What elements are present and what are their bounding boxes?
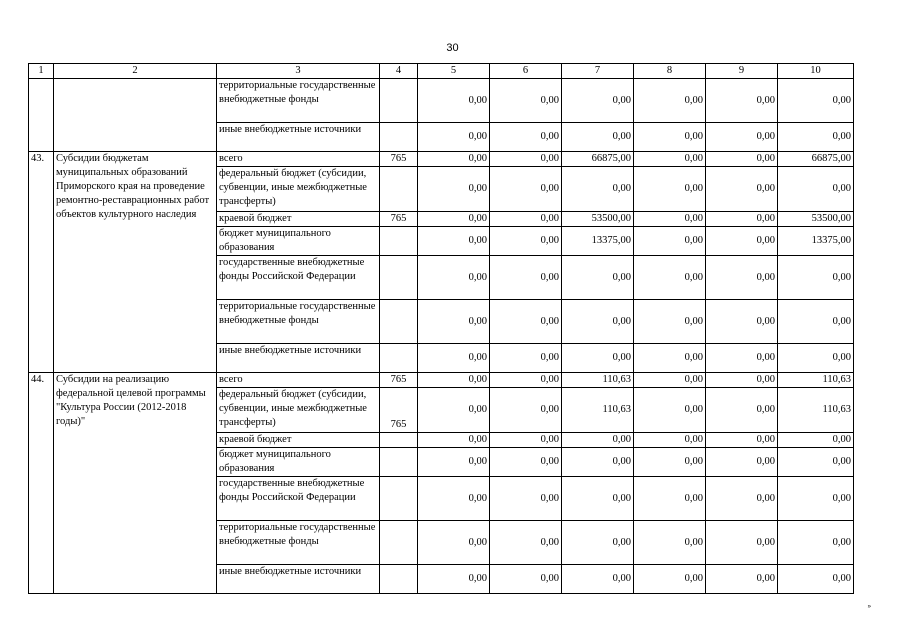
amount-cell: 66875,00	[778, 152, 854, 167]
amount-cell: 0,00	[778, 167, 854, 212]
amount-cell: 0,00	[490, 373, 562, 388]
amount-cell: 0,00	[418, 565, 490, 594]
item-number-cell: 43.	[29, 152, 54, 373]
amount-cell: 0,00	[634, 123, 706, 152]
amount-cell: 0,00	[706, 212, 778, 227]
amount-cell: 0,00	[634, 256, 706, 300]
amount-cell: 0,00	[418, 373, 490, 388]
budget-code-cell: 765	[380, 373, 418, 388]
column-number-header: 3	[217, 64, 380, 79]
funding-source-cell: государственные внебюджетные фонды Российской Федерации	[217, 477, 380, 521]
amount-cell: 0,00	[706, 256, 778, 300]
amount-cell: 0,00	[562, 344, 634, 373]
column-number-header: 9	[706, 64, 778, 79]
amount-cell: 0,00	[634, 373, 706, 388]
funding-source-cell: иные внебюджетные источники	[217, 123, 380, 152]
table-row	[29, 373, 854, 388]
amount-cell: 0,00	[778, 477, 854, 521]
amount-cell: 0,00	[490, 477, 562, 521]
amount-cell: 0,00	[706, 477, 778, 521]
amount-cell: 0,00	[490, 227, 562, 256]
funding-source-cell: бюджет муниципального образования	[217, 448, 380, 477]
amount-cell: 0,00	[778, 123, 854, 152]
amount-cell: 66875,00	[562, 152, 634, 167]
amount-cell: 0,00	[418, 212, 490, 227]
amount-cell: 0,00	[418, 167, 490, 212]
amount-cell: 0,00	[778, 79, 854, 123]
amount-cell: 0,00	[418, 227, 490, 256]
amount-cell: 0,00	[490, 79, 562, 123]
funding-source-cell: территориальные государственные внебюджетные фонды	[217, 300, 380, 344]
amount-cell: 0,00	[634, 565, 706, 594]
amount-cell: 0,00	[778, 433, 854, 448]
amount-cell: 0,00	[418, 256, 490, 300]
item-description-cell: Субсидии на реализацию федеральной целевой программы "Культура России (2012-2018 годы)"	[54, 373, 217, 594]
budget-code-cell	[380, 448, 418, 477]
amount-cell: 0,00	[418, 433, 490, 448]
funding-source-cell: территориальные государственные внебюджетные фонды	[217, 521, 380, 565]
column-number-header: 8	[634, 64, 706, 79]
funding-source-cell: бюджет муниципального образования	[217, 227, 380, 256]
amount-cell: 0,00	[706, 388, 778, 433]
funding-source-cell: всего	[217, 373, 380, 388]
amount-cell: 0,00	[706, 448, 778, 477]
amount-cell: 0,00	[490, 433, 562, 448]
item-number-cell: 44.	[29, 373, 54, 594]
amount-cell: 0,00	[706, 344, 778, 373]
amount-cell: 0,00	[562, 167, 634, 212]
funding-source-cell: федеральный бюджет (субсидии, субвенции, иные межбюджетные трансферты)	[217, 388, 380, 433]
amount-cell: 0,00	[634, 79, 706, 123]
amount-cell: 0,00	[778, 300, 854, 344]
column-number-header: 2	[54, 64, 217, 79]
amount-cell: 0,00	[706, 79, 778, 123]
amount-cell: 0,00	[562, 256, 634, 300]
item-description-cell	[54, 79, 217, 152]
table-row	[29, 79, 854, 123]
amount-cell: 0,00	[706, 167, 778, 212]
amount-cell: 53500,00	[778, 212, 854, 227]
funding-source-cell: иные внебюджетные источники	[217, 565, 380, 594]
amount-cell: 0,00	[634, 227, 706, 256]
budget-code-cell	[380, 433, 418, 448]
amount-cell: 0,00	[634, 433, 706, 448]
amount-cell: 13375,00	[562, 227, 634, 256]
budget-code-cell	[380, 565, 418, 594]
amount-cell: 0,00	[634, 448, 706, 477]
amount-cell: 0,00	[490, 448, 562, 477]
budget-code-cell: 765	[380, 152, 418, 167]
amount-cell: 110,63	[562, 388, 634, 433]
funding-source-cell: всего	[217, 152, 380, 167]
table-row	[29, 152, 854, 167]
amount-cell: 0,00	[706, 123, 778, 152]
amount-cell: 0,00	[706, 521, 778, 565]
amount-cell: 13375,00	[778, 227, 854, 256]
item-description-cell: Субсидии бюджетам муниципальных образований Приморского края на проведение ремонтно-реставрационных работ объектов культурного наследия	[54, 152, 217, 373]
budget-code-cell	[380, 79, 418, 123]
budget-code-cell: 765	[380, 212, 418, 227]
budget-code-cell	[380, 123, 418, 152]
amount-cell: 0,00	[418, 152, 490, 167]
amount-cell: 0,00	[490, 123, 562, 152]
amount-cell: 0,00	[778, 521, 854, 565]
funding-source-cell: краевой бюджет	[217, 212, 380, 227]
column-number-header: 4	[380, 64, 418, 79]
amount-cell: 0,00	[778, 448, 854, 477]
amount-cell: 0,00	[706, 300, 778, 344]
budget-code-cell	[380, 344, 418, 373]
budget-code-cell	[380, 227, 418, 256]
amount-cell: 0,00	[490, 300, 562, 344]
budget-code-cell: 765	[380, 388, 418, 433]
column-number-header: 1	[29, 64, 54, 79]
funding-source-cell: иные внебюджетные источники	[217, 344, 380, 373]
amount-cell: 0,00	[562, 300, 634, 344]
budget-code-cell	[380, 300, 418, 344]
amount-cell: 0,00	[418, 448, 490, 477]
amount-cell: 0,00	[562, 477, 634, 521]
budget-code-cell	[380, 256, 418, 300]
amount-cell: 0,00	[490, 388, 562, 433]
table-header-row	[29, 64, 854, 79]
amount-cell: 0,00	[706, 565, 778, 594]
amount-cell: 0,00	[562, 448, 634, 477]
amount-cell: 0,00	[634, 212, 706, 227]
amount-cell: 110,63	[562, 373, 634, 388]
amount-cell: 0,00	[490, 212, 562, 227]
amount-cell: 53500,00	[562, 212, 634, 227]
column-number-header: 7	[562, 64, 634, 79]
amount-cell: 0,00	[562, 123, 634, 152]
amount-cell: 0,00	[634, 344, 706, 373]
amount-cell: 0,00	[634, 521, 706, 565]
amount-cell: 0,00	[490, 167, 562, 212]
amount-cell: 0,00	[634, 152, 706, 167]
amount-cell: 110,63	[778, 373, 854, 388]
amount-cell: 0,00	[490, 344, 562, 373]
amount-cell: 0,00	[706, 152, 778, 167]
amount-cell: 0,00	[778, 565, 854, 594]
amount-cell: 0,00	[562, 521, 634, 565]
amount-cell: 0,00	[706, 433, 778, 448]
amount-cell: 0,00	[418, 344, 490, 373]
budget-code-cell	[380, 521, 418, 565]
budget-code-cell	[380, 477, 418, 521]
amount-cell: 0,00	[418, 388, 490, 433]
amount-cell: 0,00	[418, 300, 490, 344]
amount-cell: 0,00	[562, 565, 634, 594]
amount-cell: 0,00	[778, 256, 854, 300]
amount-cell: 0,00	[706, 373, 778, 388]
amount-cell: 0,00	[562, 433, 634, 448]
budget-code-cell	[380, 167, 418, 212]
corner-mark: »	[867, 604, 871, 610]
amount-cell: 0,00	[634, 300, 706, 344]
column-number-header: 10	[778, 64, 854, 79]
funding-source-cell: федеральный бюджет (субсидии, субвенции, иные межбюджетные трансферты)	[217, 167, 380, 212]
amount-cell: 0,00	[490, 565, 562, 594]
column-number-header: 5	[418, 64, 490, 79]
amount-cell: 0,00	[418, 79, 490, 123]
page-number: 30	[446, 42, 459, 54]
amount-cell: 110,63	[778, 388, 854, 433]
amount-cell: 0,00	[634, 477, 706, 521]
amount-cell: 0,00	[706, 227, 778, 256]
amount-cell: 0,00	[490, 521, 562, 565]
budget-table	[28, 63, 854, 594]
amount-cell: 0,00	[778, 344, 854, 373]
funding-source-cell: краевой бюджет	[217, 433, 380, 448]
column-number-header: 6	[490, 64, 562, 79]
amount-cell: 0,00	[418, 521, 490, 565]
amount-cell: 0,00	[490, 256, 562, 300]
funding-source-cell: государственные внебюджетные фонды Российской Федерации	[217, 256, 380, 300]
amount-cell: 0,00	[418, 123, 490, 152]
amount-cell: 0,00	[634, 388, 706, 433]
amount-cell: 0,00	[634, 167, 706, 212]
item-number-cell	[29, 79, 54, 152]
amount-cell: 0,00	[562, 79, 634, 123]
amount-cell: 0,00	[418, 477, 490, 521]
funding-source-cell: территориальные государственные внебюджетные фонды	[217, 79, 380, 123]
amount-cell: 0,00	[490, 152, 562, 167]
